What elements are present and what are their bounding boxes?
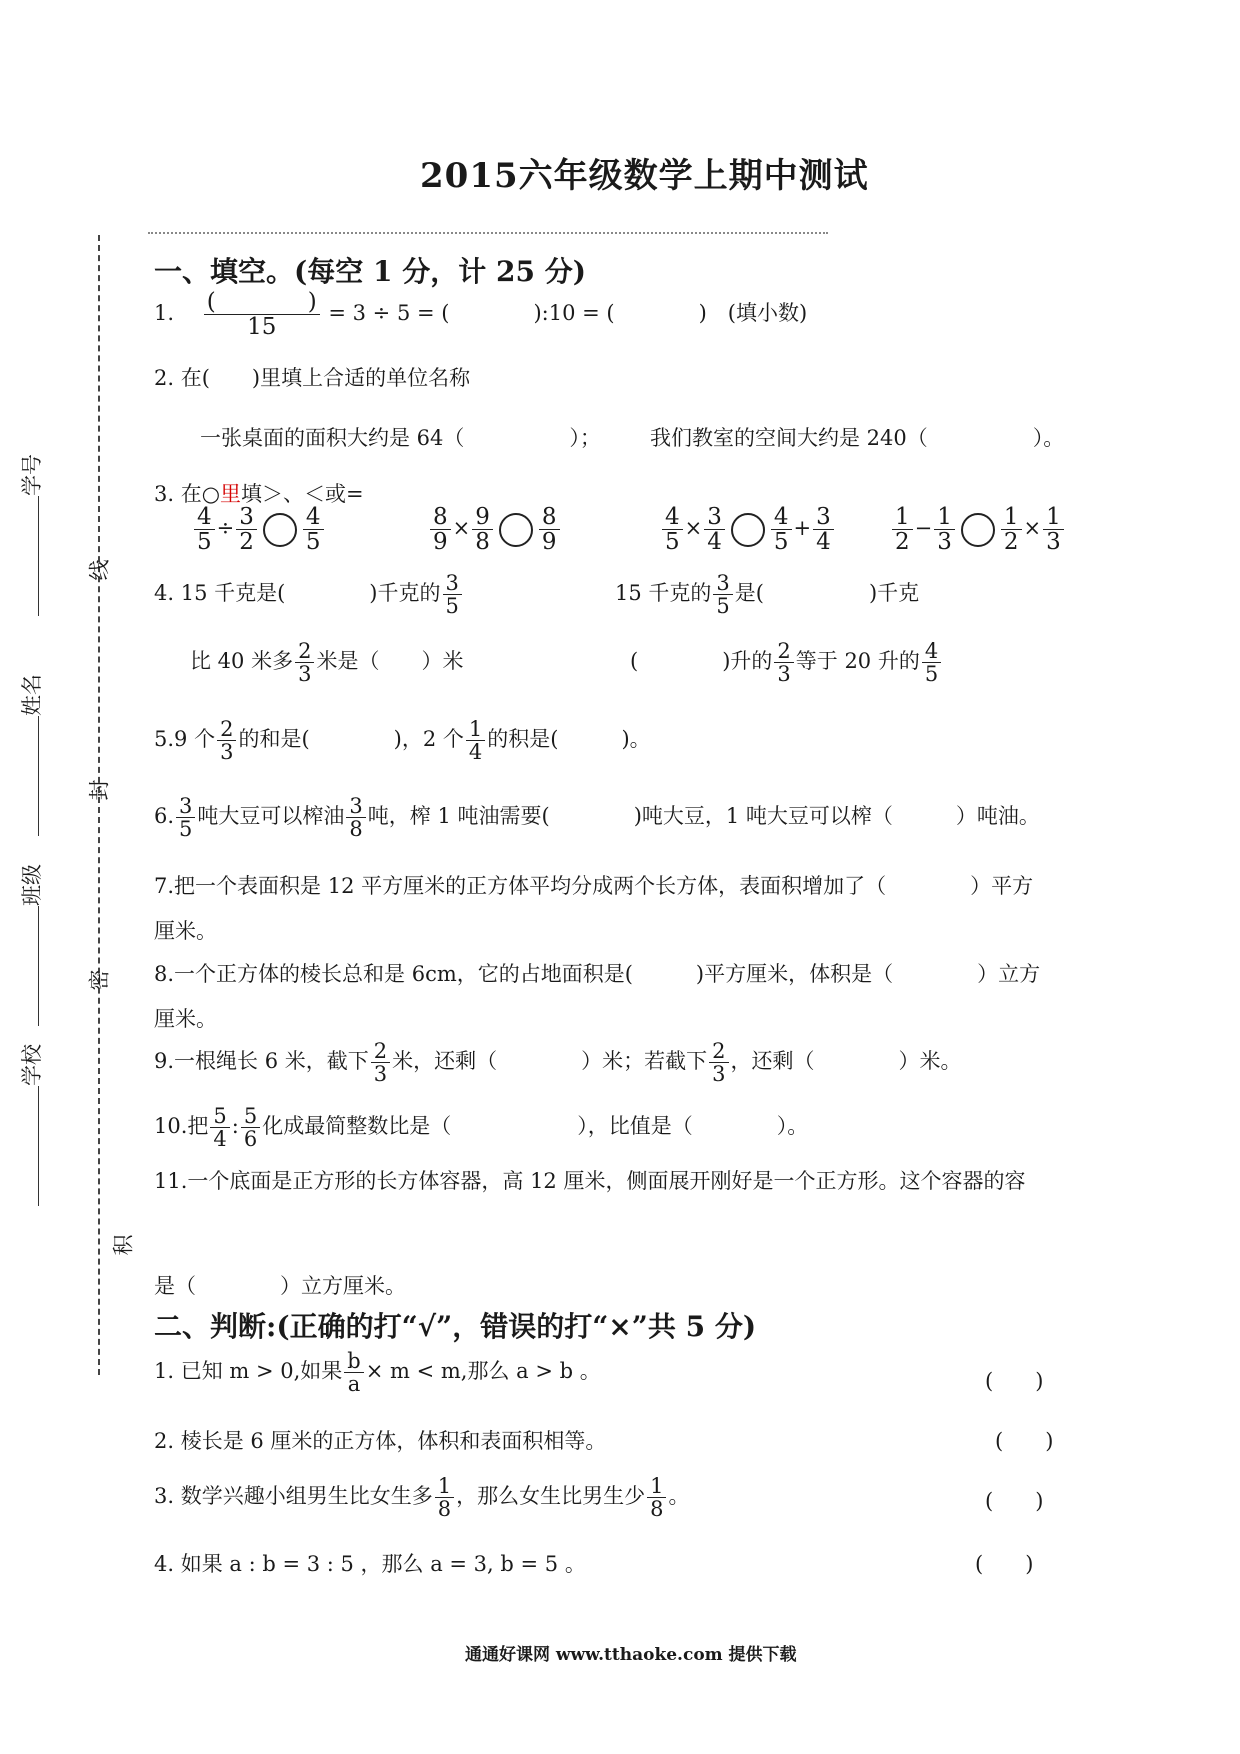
question-1-11-line1: 11.一个底面是正方形的长方体容器，高 12 厘米，侧面展开刚好是一个正方形。这个容器的容 bbox=[154, 1169, 1026, 1193]
field-name[interactable]: 姓名 bbox=[16, 674, 46, 836]
question-1-2b: 我们教室的空间大约是 240（ ）。 bbox=[650, 426, 1065, 450]
question-1-4d: ( )升的 $\frac{2}{3}$ 等于 20 升的 $\frac{4}{5}$ bbox=[630, 640, 943, 685]
compare-circle[interactable] bbox=[731, 513, 765, 547]
field-school[interactable]: 学校 bbox=[16, 1044, 46, 1206]
compare-item-4: $\frac{1}{2}$ − $\frac{1}{3}$ $\frac{1}{2}$ × $\frac{1}{3}$ bbox=[890, 505, 1066, 554]
question-1-2: 2. 在( )里填上合适的单位名称 bbox=[154, 366, 471, 390]
judge-1-answer-bracket[interactable]: ( ) bbox=[985, 1369, 1044, 1393]
question-1-4a: 4. 15 千克是( )千克的 $\frac{3}{5}$ bbox=[154, 572, 464, 617]
question-1-10: 10.把 $\frac{5}{4}$ : $\frac{5}{6}$ 化成最简整数比是（ ），比值是（ ）。 bbox=[154, 1104, 809, 1152]
question-1-8-line2: 厘米。 bbox=[154, 1007, 217, 1031]
question-1-5: 5.9 个 $\frac{2}{3}$ 的和是( )，2 个 $\frac{1}{4}$ 的积是( )。 bbox=[154, 717, 651, 765]
question-1-4c: 比 40 米多 $\frac{2}{3}$ 米是（ ）米 bbox=[190, 639, 464, 687]
compare-item-3: $\frac{4}{5}$ × $\frac{3}{4}$ $\frac{4}{5}$ + $\frac{3}{4}$ bbox=[660, 505, 836, 554]
judge-3: 3. 数学兴趣小组男生比女生多 $\frac{1}{8}$ ，那么女生比男生少 $\frac{1}{8}$ 。 bbox=[154, 1474, 690, 1522]
question-1-4b: 15 千克的 $\frac{3}{5}$ 是( )千克 bbox=[615, 571, 920, 619]
judge-4: 4. 如果 a : b = 3 : 5 ，那么 a = 3, b = 5 。 bbox=[154, 1552, 586, 1576]
seal-char-feng: 封 bbox=[87, 779, 112, 801]
section1-heading: 一、填空。(每空 1 分，计 25 分) bbox=[154, 255, 586, 288]
question-1-1: 1. $\frac{( )}{15}$ = 3 ÷ 5 = ( ):10 = ( ) (填小数) bbox=[154, 289, 808, 341]
seal-char-ji: 积 bbox=[111, 1234, 136, 1256]
fraction: $\frac{( )}{15}$ bbox=[204, 290, 320, 339]
question-1-11-line3: 是（ ）立方厘米。 bbox=[154, 1274, 406, 1298]
field-class[interactable]: 班级 bbox=[16, 864, 46, 1026]
question-1-7-line2: 厘米。 bbox=[154, 919, 217, 943]
judge-1: 1. 已知 m > 0,如果 $\frac{b}{a}$ × m < m,那么 a > b 。 bbox=[154, 1349, 601, 1397]
question-1-3: 3. 在○里填＞、＜或= bbox=[154, 482, 364, 506]
section2-heading: 二、判断:(正确的打“√”，错误的打“×”共 5 分) bbox=[154, 1310, 757, 1343]
question-1-9: 9.一根绳长 6 米，截下 $\frac{2}{3}$ 米，还剩（ ）米；若截下 $\frac{2}{3}$ ，还剩（ ）米。 bbox=[154, 1039, 962, 1087]
judge-2: 2. 棱长是 6 厘米的正方体，体积和表面积相等。 bbox=[154, 1429, 607, 1453]
page-title: 2015六年级数学上期中测试 bbox=[420, 156, 869, 196]
judge-3-answer-bracket[interactable]: ( ) bbox=[985, 1489, 1044, 1513]
compare-circle[interactable] bbox=[499, 513, 533, 547]
compare-item-1: $\frac{4}{5}$ ÷ $\frac{3}{2}$ $\frac{4}{5}$ bbox=[192, 505, 326, 554]
compare-item-2: $\frac{8}{9}$ × $\frac{9}{8}$ $\frac{8}{9}$ bbox=[428, 505, 562, 554]
binding-line bbox=[98, 235, 100, 1375]
compare-circle[interactable] bbox=[263, 513, 297, 547]
question-1-8-line1: 8.一个正方体的棱长总和是 6cm，它的占地面积是( )平方厘米，体积是（ ）立方 bbox=[154, 962, 1041, 986]
title-divider bbox=[148, 232, 828, 234]
question-1-6: 6. $\frac{3}{5}$ 吨大豆可以榨油 $\frac{3}{8}$ 吨，榨 1 吨油需要( )吨大豆，1 吨大豆可以榨（ ）吨油。 bbox=[154, 794, 1040, 842]
judge-2-answer-bracket[interactable]: ( ) bbox=[995, 1429, 1054, 1453]
seal-char-mi: 密 bbox=[87, 969, 112, 991]
judge-4-answer-bracket[interactable]: ( ) bbox=[975, 1552, 1034, 1576]
question-1-7-line1: 7.把一个表面积是 12 平方厘米的正方体平均分成两个长方体，表面积增加了（ ）平方 bbox=[154, 874, 1034, 898]
question-1-2a: 一张桌面的面积大约是 64（ ）； bbox=[200, 426, 601, 450]
footer-text: 通通好课网 www.tthaoke.com 提供下载 bbox=[465, 1645, 797, 1665]
seal-char-xian: 线 bbox=[87, 559, 112, 581]
compare-circle[interactable] bbox=[961, 513, 995, 547]
field-student-id[interactable]: 学号 bbox=[16, 454, 46, 616]
